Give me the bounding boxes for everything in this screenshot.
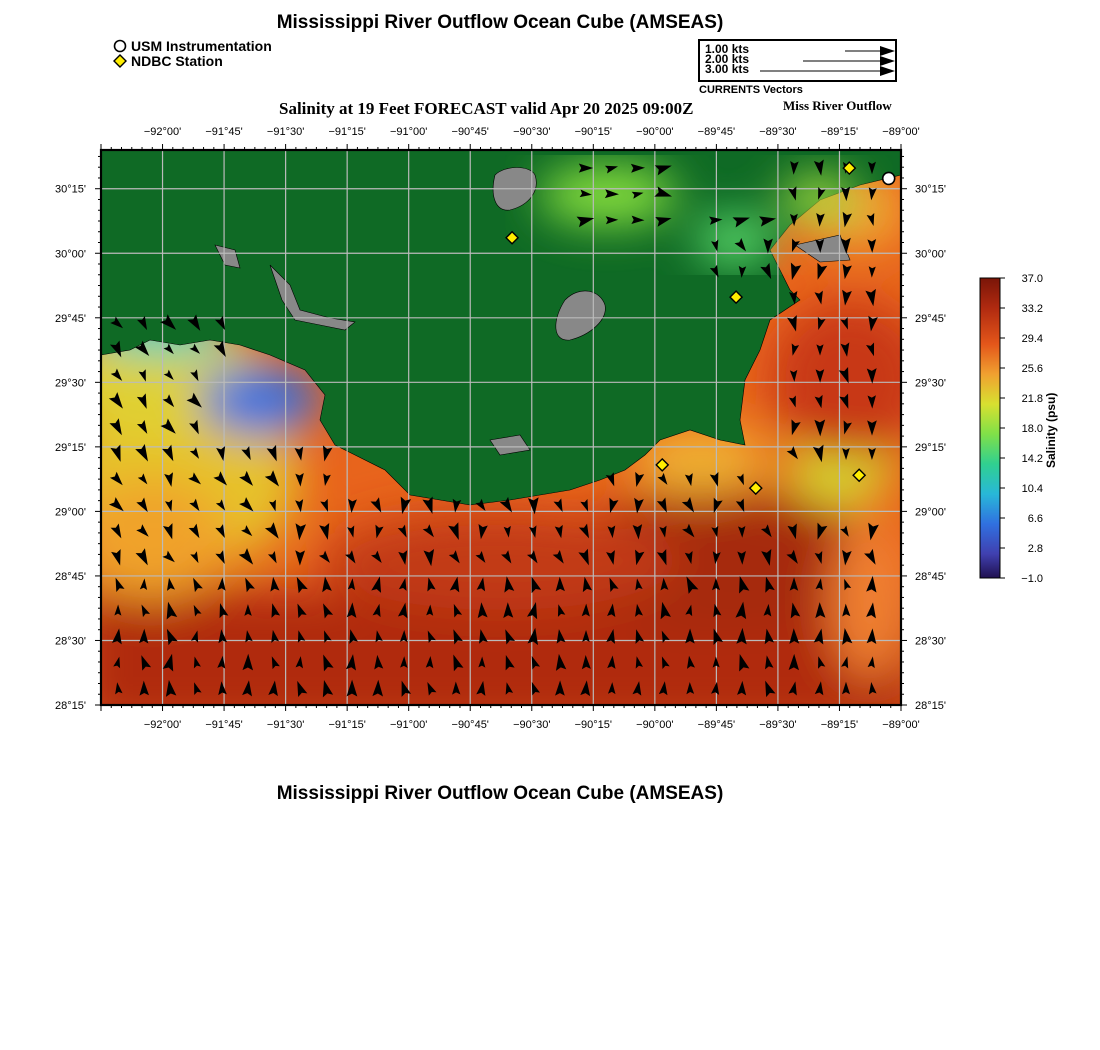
salinity-colorbar [960,260,1080,590]
lon-tick-label: −91°30' [266,126,305,138]
vector-key-1kt: 1.00 kts [705,42,750,56]
lat-tick-label: 30°15' [915,183,946,196]
lon-tick-label: −90°00' [636,126,674,138]
colorbar-tick-label: −1.0 [1021,573,1043,585]
colorbar-tick-label: 29.4 [1021,333,1043,345]
lon-labels-top [144,126,920,138]
lon-tick-label: −90°30' [513,719,551,731]
lon-tick-label: −89°30' [759,126,797,138]
lon-tick-label: −90°45' [451,719,489,731]
lat-tick-label: 29°45' [55,312,86,325]
lat-tick-label: 30°00' [915,248,946,261]
map-subtitle: Salinity at 19 Feet FORECAST valid Apr 20 2025 09:00Z [279,99,694,118]
map-title-repeat: Mississippi River Outflow Ocean Cube (AMSEAS) [276,783,724,804]
colorbar-tick-label: 37.0 [1021,273,1043,285]
colorbar-ticks [1000,273,1043,585]
lon-tick-label: −90°30' [513,126,551,138]
lat-labels-right [915,184,946,712]
colorbar-tick-label: 21.8 [1021,393,1043,405]
lon-tick-label: −91°00' [389,719,428,731]
region-label: Miss River Outflow [783,98,892,113]
lat-tick-label: 29°00' [915,506,946,519]
lon-tick-label: −90°00' [636,719,674,731]
lat-tick-label: 29°15' [915,441,946,454]
colorbar-tick-label: 10.4 [1021,483,1043,495]
lat-tick-label: 28°45' [55,570,86,583]
lat-tick-label: 28°30' [55,635,86,648]
lon-tick-label: −91°15' [328,126,366,138]
colorbar-tick-label: 25.6 [1021,363,1043,375]
lat-tick-label: 28°45' [915,570,946,583]
lat-tick-label: 29°30' [915,377,946,390]
lon-labels-bottom [144,719,920,731]
lon-tick-label: −90°15' [574,719,613,731]
lon-tick-label: −89°15' [820,126,859,138]
lon-tick-label: −89°45' [697,126,736,138]
lon-tick-label: −91°30' [266,719,305,731]
lon-tick-label: −91°45' [205,126,243,138]
lat-labels-left [55,184,86,712]
lon-tick-label: −89°30' [759,719,797,731]
usm-station-marker[interactable] [883,172,895,184]
lat-tick-label: 28°15' [915,700,946,712]
colorbar-tick-label: 14.2 [1021,453,1043,465]
lon-tick-label: −91°00' [389,126,428,138]
colorbar-label: Salinity (psu) [1044,392,1058,468]
lat-tick-label: 28°15' [55,700,86,712]
lat-tick-label: 30°15' [55,183,86,196]
map-title: Mississippi River Outflow Ocean Cube (AMSEAS) [276,12,724,33]
map-field [50,150,930,730]
legend-usm-label: USM Instrumentation [131,38,272,54]
lon-tick-label: −92°00' [143,126,182,138]
colorbar-tick-label: 6.6 [1027,513,1043,525]
lon-tick-label: −90°45' [451,126,489,138]
colorbar-tick-label: 33.2 [1021,303,1043,315]
lon-tick-label: −90°15' [574,126,613,138]
vector-key-caption: CURRENTS Vectors [699,84,803,96]
lon-tick-label: −89°45' [697,719,736,731]
lat-tick-label: 30°00' [55,248,86,261]
lon-tick-label: −89°00' [882,126,920,138]
lat-tick-label: 29°45' [915,312,946,325]
lat-tick-label: 28°30' [915,635,946,648]
vector-key-2kt: 2.00 kts [705,52,750,66]
lon-tick-label: −92°00' [143,719,182,731]
legend-ndbc-label: NDBC Station [131,53,223,69]
colorbar-tick-label: 2.8 [1027,543,1043,555]
lat-tick-label: 29°15' [55,441,86,454]
lon-tick-label: −91°15' [328,719,366,731]
lat-tick-label: 29°00' [55,506,86,519]
lon-tick-label: −89°00' [882,719,920,731]
lon-tick-label: −89°15' [820,719,859,731]
lon-tick-label: −91°45' [205,719,243,731]
colorbar-tick-label: 18.0 [1021,423,1043,435]
vector-key-3kt: 3.00 kts [705,62,750,76]
lat-tick-label: 29°30' [55,377,86,390]
